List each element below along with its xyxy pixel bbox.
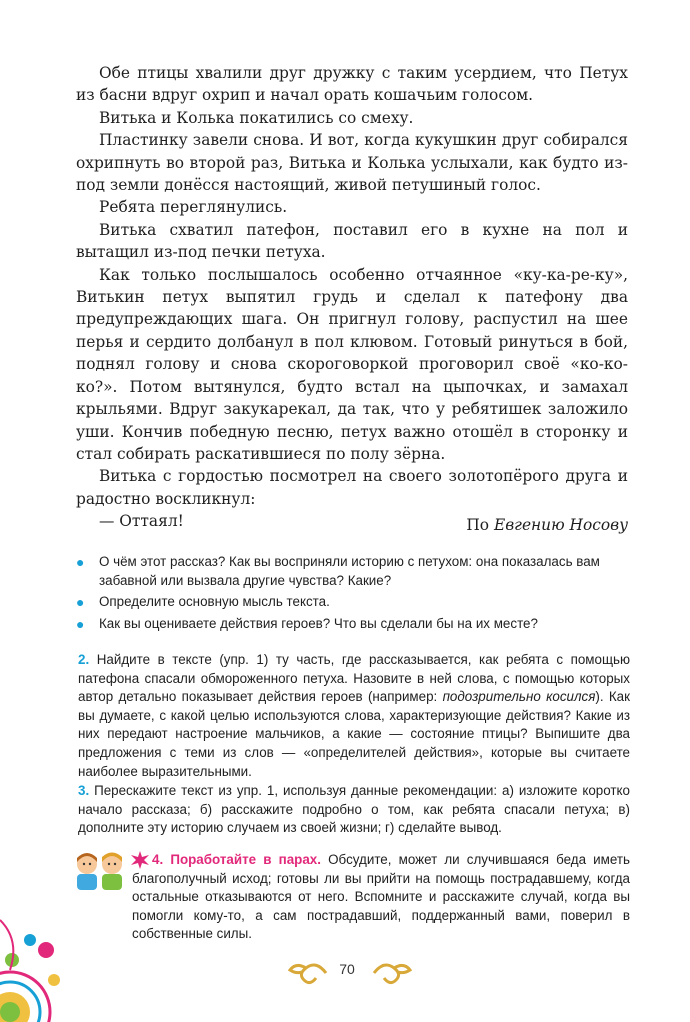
- bullet-icon: ●: [76, 594, 85, 611]
- exercise-text: Перескажите текст из упр. 1, используя данные рекомендации: а) изложите коротко начало рассказа; б) расскажите подробно о том, как ребята спасали петуха; в) дополните эту историю случаем из своей жизни; г) сделайте вывод.: [78, 783, 630, 836]
- story-paragraph: Ребята переглянулись.: [99, 198, 288, 217]
- author-name: Евгению Носову: [493, 516, 628, 534]
- exercise-4: [132, 851, 630, 944]
- page-number: 70: [339, 961, 355, 977]
- question-text: О чём этот рассказ? Как вы восприняли историю с петухом: она показалась вам забавной или вызвала другие чувства? Какие?: [99, 554, 600, 588]
- story-paragraph: — Оттаял!: [99, 512, 184, 531]
- exercise-example: подозрительно косился: [442, 689, 596, 705]
- starburst-icon: [131, 851, 149, 869]
- exercise-2: [78, 651, 630, 781]
- question-item: [74, 615, 630, 634]
- exercise-text: Найдите в тексте (упр. 1) ту часть, где рассказывается, как ребята с помощью патефона спасали обмороженного петуха. Назовите в ней слова, с помощью которых автор детально показывает действия героев (например:: [78, 652, 630, 705]
- bullet-icon: ●: [76, 615, 85, 632]
- question-item: [74, 593, 630, 612]
- story-paragraph: Как только послышалось особенно отчаянное «ку-ка-ре-ку», Витькин петух выпятил грудь и сделал к патефону два предупреждающих шага. Он пригнул голову, распустил на шее перья и сердито долбанул в пол клювом. Готовый ринуться в бой, поднял голову и снова скороговоркой проговорил своё «ко-ко-ко?». Потом вытянулся, будто встал на цыпочках, и замахал крыльями. Вдруг закукарекал, да так, что у ребятишек заложило уши. Кончив победную песню, петух важно отошёл в сторонку и стал собирать раскатившиеся по полу зёрна.: [76, 265, 628, 463]
- pair-work-icon: [70, 848, 130, 892]
- exercise-number: 4.: [152, 852, 164, 867]
- page-flourish-left: [288, 958, 328, 988]
- decorative-ornament: [0, 880, 68, 1022]
- exercise-title: Поработайте в парах.: [170, 852, 321, 867]
- story-paragraph: Витька и Колька покатились со смеху.: [99, 108, 414, 127]
- question-text: Как вы оцениваете действия героев? Что вы сделали бы на их месте?: [99, 615, 538, 631]
- exercise-number: 2.: [78, 652, 90, 667]
- exercise-3: [78, 782, 630, 838]
- story-text: [76, 62, 628, 533]
- exercise-text: Обсудите, может ли случившаяся беда иметь благополучный исход; готовы ли вы прийти на помощь пострадавшему, когда остальные отказываются от него. Вспомните и расскажите случай, когда вы помогли кому-то, а сам пострадавший, поддержанный вами, поверил в собственные силы.: [132, 852, 630, 942]
- author-attribution: [466, 516, 628, 534]
- page-flourish-right: [372, 958, 412, 988]
- story-paragraph: Витька схватил патефон, поставил его в кухне на пол и вытащил из-под печки петуха.: [76, 220, 628, 262]
- bullet-icon: ●: [76, 554, 85, 570]
- question-text: Определите основную мысль текста.: [99, 594, 330, 610]
- exercise-number: 3.: [78, 783, 90, 798]
- story-paragraph: Пластинку завели снова. И вот, когда кукушкин друг собирался охрипнуть во второй раз, Витька и Колька услыхали, как будто из-под земли донёсся настоящий, живой петушиный голос.: [76, 131, 628, 195]
- exercise-text-continued: ). Как вы думаете, с какой целью используются слова, характеризующие действия? Какие из них передают настроение мальчиков, а какие — состояние птицы? Выпишите два предложения с теми из слов — «определителей действия», которые вы считаете наиболее выразительными.: [78, 689, 630, 779]
- author-prefix: По: [466, 516, 490, 534]
- story-paragraph: Витька с гордостью посмотрел на своего золотопёрого друга и радостно воскликнул:: [76, 467, 628, 508]
- question-item: [74, 553, 630, 590]
- story-paragraph: Обе птицы хвалили друг дружку с таким усердием, что Петух из басни вдруг охрип и начал орать кошачьим голосом.: [76, 64, 628, 105]
- question-list: [74, 553, 630, 636]
